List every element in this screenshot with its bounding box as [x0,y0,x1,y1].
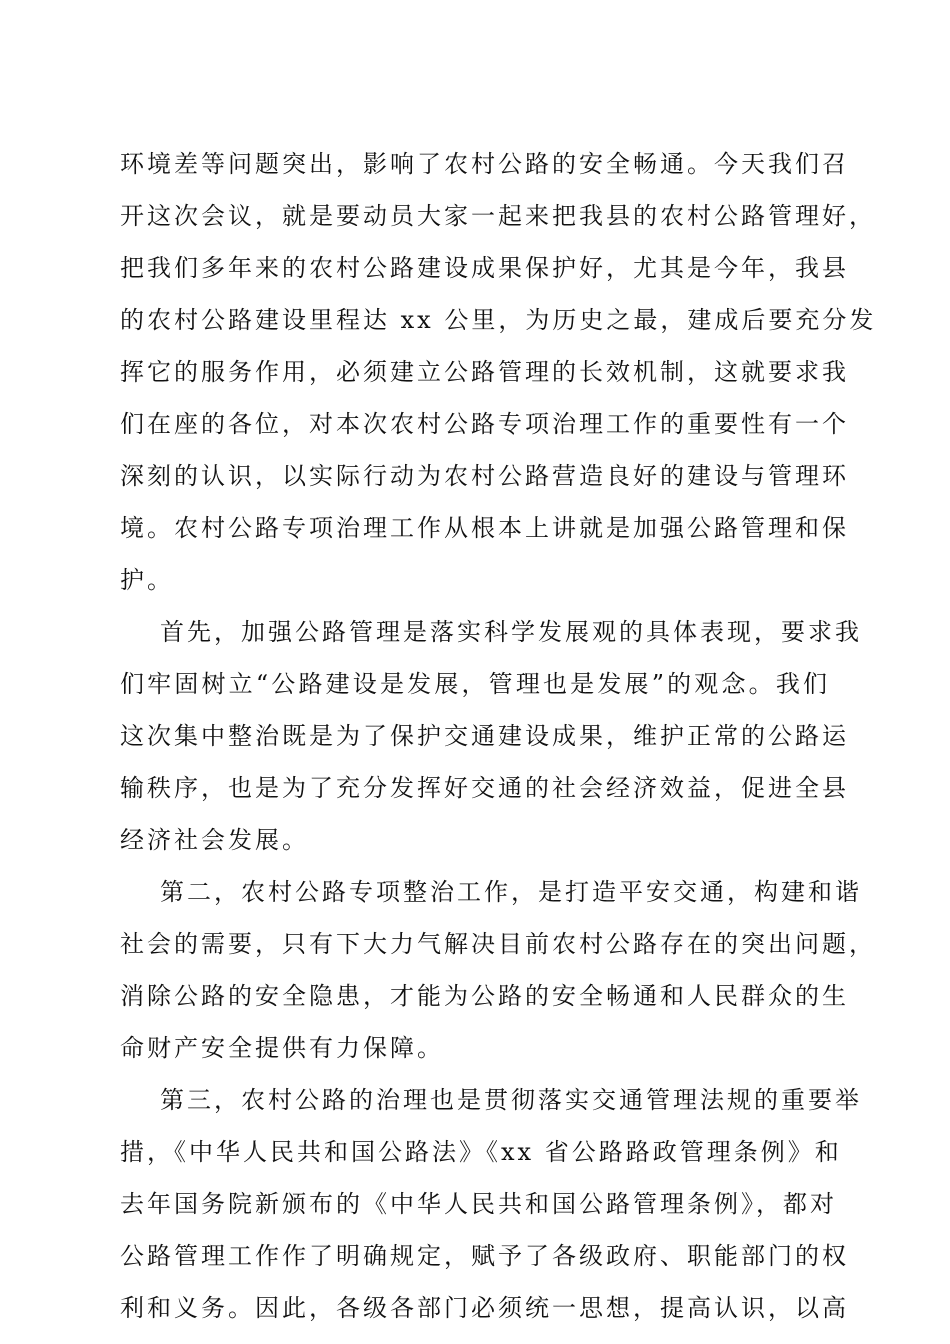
text-line: 第二，农村公路专项整治工作，是打造平安交通，构建和谐 [160,878,862,906]
text-line: 输秩序，也是为了充分发挥好交通的社会经济效益，促进全县 [120,774,849,802]
text-line: 这次集中整治既是为了保护交通建设成果，维护正常的公路运 [120,722,849,750]
body-text [120,138,877,1334]
text-line: 开这次会议，就是要动员大家一起来把我县的农村公路管理好， [120,202,876,230]
text-line: 深刻的认识，以实际行动为农村公路营造良好的建设与管理环 [120,462,849,490]
text-line: 利和义务。因此，各级各部门必须统一思想，提高认识，以高 [120,1294,849,1322]
text-line: 们牢固树立“公路建设是发展，管理也是发展”的观念。我们 [120,670,830,698]
text-line: 命财产安全提供有力保障。 [120,1034,444,1062]
text-line: 公路管理工作作了明确规定，赋予了各级政府、职能部门的权 [120,1242,849,1270]
text-line: 环境差等问题突出，影响了农村公路的安全畅通。今天我们召 [120,150,849,178]
text-line: 措，《中华人民共和国公路法》《xx 省公路路政管理条例》和 [120,1138,842,1166]
text-line: 社会的需要，只有下大力气解决目前农村公路存在的突出问题， [120,930,876,958]
text-line: 第三，农村公路的治理也是贯彻落实交通管理法规的重要举 [160,1086,862,1114]
text-line: 把我们多年来的农村公路建设成果保护好，尤其是今年，我县 [120,254,849,282]
text-line: 们在座的各位，对本次农村公路专项治理工作的重要性有一个 [120,410,849,438]
text-line: 去年国务院新颁布的《中华人民共和国公路管理条例》，都对 [120,1190,837,1218]
text-line: 的农村公路建设里程达 xx 公里，为历史之最，建成后要充分发 [120,306,877,334]
text-line: 境。农村公路专项治理工作从根本上讲就是加强公路管理和保 [120,514,849,542]
text-line: 首先，加强公路管理是落实科学发展观的具体表现，要求我 [160,618,862,646]
text-line: 经济社会发展。 [120,826,309,854]
text-line: 消除公路的安全隐患，才能为公路的安全畅通和人民群众的生 [120,982,849,1010]
text-line: 护。 [120,566,174,594]
text-line: 挥它的服务作用，必须建立公路管理的长效机制，这就要求我 [120,358,849,386]
